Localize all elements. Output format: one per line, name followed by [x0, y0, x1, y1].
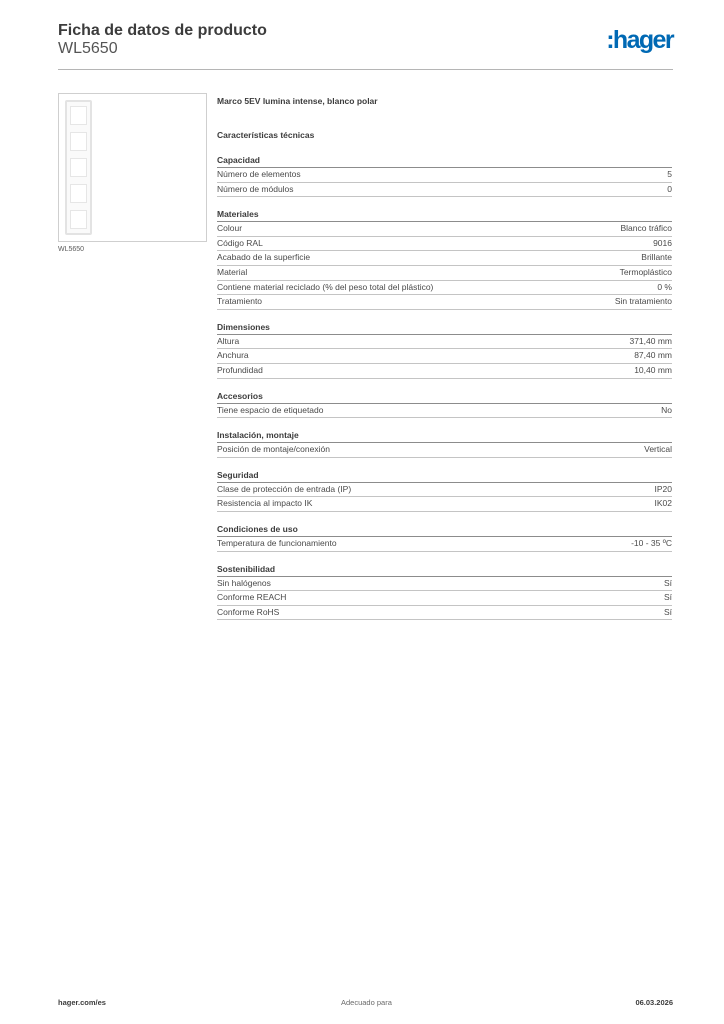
spec-sections	[217, 155, 672, 620]
spec-label: Número de módulos	[217, 183, 294, 194]
section-title: Seguridad	[217, 470, 672, 483]
spec-value: 0	[667, 183, 672, 194]
spec-section	[217, 391, 672, 419]
spec-row	[217, 577, 672, 592]
spec-label: Acabado de la superficie	[217, 252, 311, 263]
spec-row	[217, 443, 672, 458]
spec-label: Resistencia al impacto IK	[217, 498, 313, 509]
spec-section	[217, 470, 672, 512]
product-name: Marco 5EV lumina intense, blanco polar	[217, 96, 378, 106]
page-header	[58, 22, 673, 70]
spec-value: 10,40 mm	[634, 364, 672, 375]
spec-section	[217, 155, 672, 197]
spec-value: 9016	[653, 237, 672, 248]
spec-row	[217, 591, 672, 606]
spec-label: Posición de montaje/conexión	[217, 444, 330, 455]
spec-value: 5	[667, 169, 672, 179]
spec-label: Número de elementos	[217, 169, 301, 179]
spec-section	[217, 209, 672, 310]
frame-slot	[70, 210, 87, 229]
spec-row	[217, 295, 672, 310]
footer-date: 06.03.2026	[635, 998, 673, 1007]
spec-value: Brillante	[641, 252, 672, 263]
spec-value: 0 %	[657, 281, 672, 292]
spec-section	[217, 322, 672, 379]
spec-row	[217, 349, 672, 364]
product-image	[58, 93, 207, 242]
frame-slot	[70, 158, 87, 177]
frame-slot	[70, 132, 87, 151]
section-title: Condiciones de uso	[217, 524, 672, 537]
spec-section	[217, 430, 672, 458]
spec-value: Blanco tráfico	[620, 223, 672, 234]
spec-row	[217, 237, 672, 252]
spec-value: -10 - 35 ºC	[631, 537, 672, 548]
spec-row	[217, 183, 672, 198]
spec-label: Tiene espacio de etiquetado	[217, 404, 324, 415]
spec-section	[217, 564, 672, 621]
spec-row	[217, 404, 672, 419]
section-title: Capacidad	[217, 155, 672, 168]
spec-label: Sin halógenos	[217, 577, 271, 588]
document-title: Ficha de datos de producto	[58, 22, 267, 39]
spec-label: Código RAL	[217, 237, 263, 248]
frame-slot	[70, 106, 87, 125]
section-title: Materiales	[217, 209, 672, 222]
spec-row	[217, 251, 672, 266]
spec-label: Contiene material reciclado (% del peso total del plástico)	[217, 281, 434, 292]
spec-row	[217, 266, 672, 281]
spec-label: Conforme REACH	[217, 592, 287, 603]
spec-label: Colour	[217, 223, 243, 234]
spec-value: Termoplástico	[619, 266, 672, 277]
frame-illustration-icon	[65, 100, 92, 235]
section-title: Accesorios	[217, 391, 672, 404]
product-reference: WL5650	[58, 40, 118, 57]
spec-value: Sí	[663, 592, 672, 603]
frame-slot	[70, 184, 87, 203]
spec-label: Conforme RoHS	[217, 606, 280, 617]
spec-label: Altura	[217, 335, 240, 346]
hager-logo: :hager	[606, 26, 673, 54]
section-title: Sostenibilidad	[217, 564, 672, 577]
spec-content	[217, 96, 672, 632]
spec-value: No	[661, 404, 672, 415]
spec-label: Tratamiento	[217, 296, 263, 307]
spec-value: 87,40 mm	[634, 350, 672, 361]
spec-row	[217, 168, 672, 183]
spec-label: Profundidad	[217, 364, 263, 375]
spec-label: Anchura	[217, 350, 249, 361]
footer-suitable-for: Adecuado para	[341, 998, 392, 1007]
spec-label: Material	[217, 266, 248, 277]
spec-row	[217, 364, 672, 379]
section-title: Dimensiones	[217, 322, 672, 335]
section-title: Instalación, montaje	[217, 430, 672, 443]
spec-label: Temperatura de funcionamiento	[217, 537, 337, 548]
product-image-caption: WL5650	[58, 246, 85, 253]
spec-label: Clase de protección de entrada (IP)	[217, 483, 352, 494]
spec-value: Sí	[663, 577, 672, 588]
spec-value: Sin tratamiento	[614, 296, 672, 307]
spec-value: Sí	[663, 606, 672, 617]
footer-website[interactable]: hager.com/es	[58, 998, 106, 1007]
page-footer	[58, 998, 673, 1010]
spec-row	[217, 281, 672, 296]
spec-value: Vertical	[644, 444, 672, 455]
spec-value: IK02	[654, 498, 672, 509]
spec-row	[217, 483, 672, 498]
spec-row	[217, 335, 672, 350]
spec-row	[217, 222, 672, 237]
spec-row	[217, 606, 672, 621]
spec-value: IP20	[654, 483, 672, 494]
tech-heading: Características técnicas	[217, 130, 315, 140]
spec-row	[217, 537, 672, 552]
spec-value: 371,40 mm	[629, 335, 672, 346]
spec-section	[217, 524, 672, 552]
spec-row	[217, 497, 672, 512]
